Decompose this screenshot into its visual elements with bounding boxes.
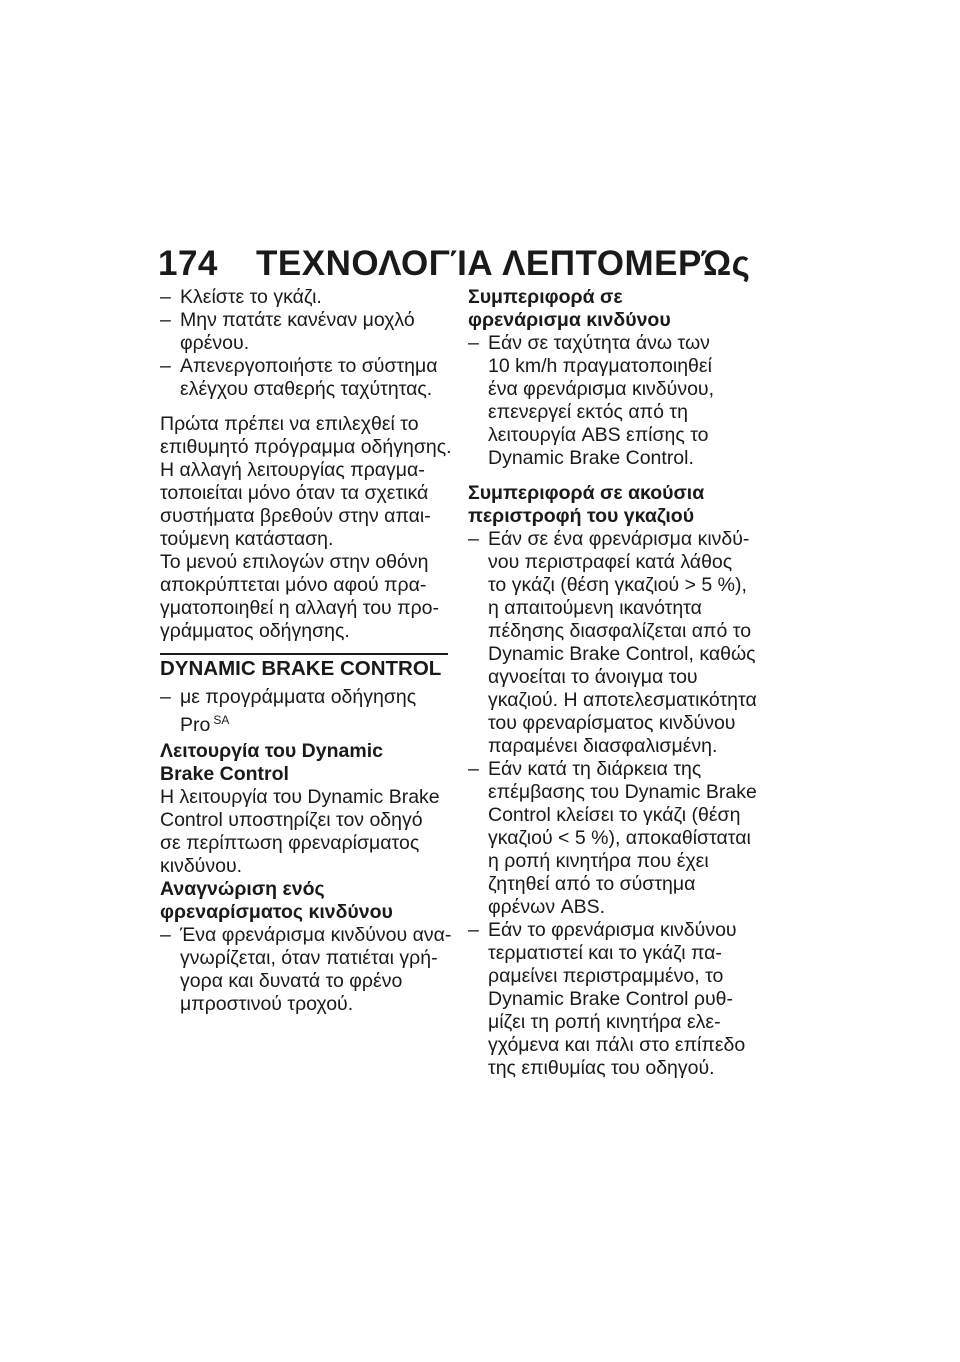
text-line: του φρεναρίσματος κινδύνου — [488, 712, 736, 734]
right-bullets-1 — [468, 332, 758, 470]
text-line: Η λειτουργία του Dynamic Brake — [160, 786, 440, 808]
text-line: – Κλείστε το γκάζι. — [160, 286, 450, 309]
text-line: τούμενη κατάσταση. — [160, 528, 334, 550]
text-line: Dynamic Brake Control, καθώς — [488, 643, 756, 665]
text-line: επιθυμητό πρόγραμμα οδήγησης. — [160, 436, 452, 458]
text-line: Πρώτα πρέπει να επιλεχθεί το — [160, 413, 419, 435]
text-line: Συμπεριφορά σε ακούσια — [468, 482, 705, 504]
list-item — [160, 355, 450, 401]
list-item — [468, 758, 758, 919]
text-line: φρενάρισμα κινδύνου — [468, 309, 671, 331]
equipment-line-pro — [160, 709, 450, 737]
text-line: τερματιστεί και το γκάζι πα- — [488, 942, 722, 964]
equipment-pro: Pro — [180, 714, 211, 736]
text-line: – Εάν κατά τη διάρκεια της — [468, 758, 758, 781]
left-bullets-1 — [160, 286, 450, 401]
text-line: – Απενεργοποιήστε το σύστημα — [160, 355, 450, 378]
text-line: – Εάν το φρενάρισμα κινδύνου — [468, 919, 758, 942]
text-line: μίζει τη ροπή κινητήρα ελε- — [488, 1011, 721, 1033]
text-line: αγνοείται το άνοιγμα του — [488, 666, 698, 688]
text-line: σε περίπτωση φρεναρίσματος — [160, 832, 420, 854]
text-line: γχόμενα και πάλι στο επίπεδο — [488, 1034, 746, 1056]
text-line: γματοποιηθεί η αλλαγή του προ- — [160, 597, 440, 619]
page-title: ΤΕΧΝΟΛΟΓΊΑ ΛΕΠΤΟΜΕΡΏς — [256, 244, 751, 283]
text-line: της επιθυμίας του οδηγού. — [488, 1057, 715, 1079]
list-item — [468, 919, 758, 1080]
text-line: η ροπή κινητήρα που έχει — [488, 850, 709, 872]
section-title: DYNAMIC BRAKE CONTROL — [160, 657, 442, 680]
text-line: – Ένα φρενάρισμα κινδύνου ανα- — [160, 924, 450, 947]
heading-emergency-behaviour — [468, 286, 758, 332]
heading-dbc-function — [160, 740, 450, 786]
text-line: μπροστινού τροχού. — [180, 993, 354, 1015]
left-paragraph-1 — [160, 413, 450, 643]
text-line: Η αλλαγή λειτουργίας πραγμα- — [160, 459, 425, 481]
heading-throttle-behaviour — [468, 482, 758, 528]
text-line: περιστροφή του γκαζιού — [468, 505, 695, 527]
text-line: ζητηθεί από το σύστημα — [488, 873, 696, 895]
text-line: Συμπεριφορά σε — [468, 286, 623, 308]
text-line: επενεργεί εκτός από τη — [488, 401, 688, 423]
text-line: συστήματα βρεθούν στην απαι- — [160, 505, 431, 527]
special-equipment-badge: SA — [213, 713, 230, 727]
list-item — [468, 528, 758, 758]
text-line: γορα και δυνατά το φρένο — [180, 970, 403, 992]
text-line: Το μενού επιλογών στην οθόνη — [160, 551, 429, 573]
text-line: κινδύνου. — [160, 855, 243, 877]
text-line: φρένου. — [180, 332, 250, 354]
equipment-note — [160, 686, 450, 737]
left-bullets-2 — [160, 924, 450, 1016]
text-line: Control κλείσει το γκάζι (θέση — [488, 804, 741, 826]
list-item — [160, 924, 450, 1016]
section-divider — [160, 653, 448, 655]
text-line: αποκρύπτεται μόνο αφού πρα- — [160, 574, 427, 596]
text-line: Λειτουργία του Dynamic — [160, 740, 383, 762]
text-line: λειτουργία ABS επίσης το — [488, 424, 709, 446]
list-item — [468, 332, 758, 470]
text-line: φρένων ABS. — [488, 896, 606, 918]
text-line: νου περιστραφεί κατά λάθος — [488, 551, 733, 573]
list-item — [160, 286, 450, 309]
text-line: Αναγνώριση ενός — [160, 878, 325, 900]
text-line: – Μην πατάτε κανέναν μοχλό — [160, 309, 450, 332]
text-line: – Εάν σε ταχύτητα άνω των — [468, 332, 758, 355]
text-line: γνωρίζεται, όταν πατιέται γρή- — [180, 947, 438, 969]
heading-emergency-detection — [160, 878, 450, 924]
text-line: Brake Control — [160, 763, 289, 785]
text-line: Dynamic Brake Control ρυθ- — [488, 988, 733, 1010]
text-line: Dynamic Brake Control. — [488, 447, 694, 469]
text-line: – Εάν σε ένα φρενάρισμα κινδύ- — [468, 528, 758, 551]
text-line: πέδησης διασφαλίζεται από το — [488, 620, 752, 642]
text-line: ραμείνει περιστραμμένο, το — [488, 965, 724, 987]
text-line: επέμβασης του Dynamic Brake — [488, 781, 757, 803]
text-line: γράμματος οδήγησης. — [160, 620, 350, 642]
text-line: φρεναρίσματος κινδύνου — [160, 901, 393, 923]
text-line: παραμένει διασφαλισμένη. — [488, 735, 718, 757]
paragraph-dbc-function — [160, 786, 450, 878]
text-line: 10 km/h πραγματοποιηθεί — [488, 355, 712, 377]
text-line: ελέγχου σταθερής ταχύτητας. — [180, 378, 433, 400]
right-bullets-2 — [468, 528, 758, 1080]
text-line: γκαζιού. Η αποτελεσματικότητα — [488, 689, 757, 711]
text-line: η απαιτούμενη ικανότητα — [488, 597, 702, 619]
text-line: γκαζιού < 5 %), αποκαθίσταται — [488, 827, 751, 849]
text-line: το γκάζι (θέση γκαζιού > 5 %), — [488, 574, 747, 596]
text-line: ένα φρενάρισμα κινδύνου, — [488, 378, 715, 400]
text-line: Control υποστηρίζει τον οδηγό — [160, 809, 423, 831]
page-number: 174 — [158, 244, 218, 283]
list-item — [160, 309, 450, 355]
equipment-line: – με προγράμματα οδήγησης — [160, 686, 450, 709]
text-line: τοποιείται μόνο όταν τα σχετικά — [160, 482, 429, 504]
